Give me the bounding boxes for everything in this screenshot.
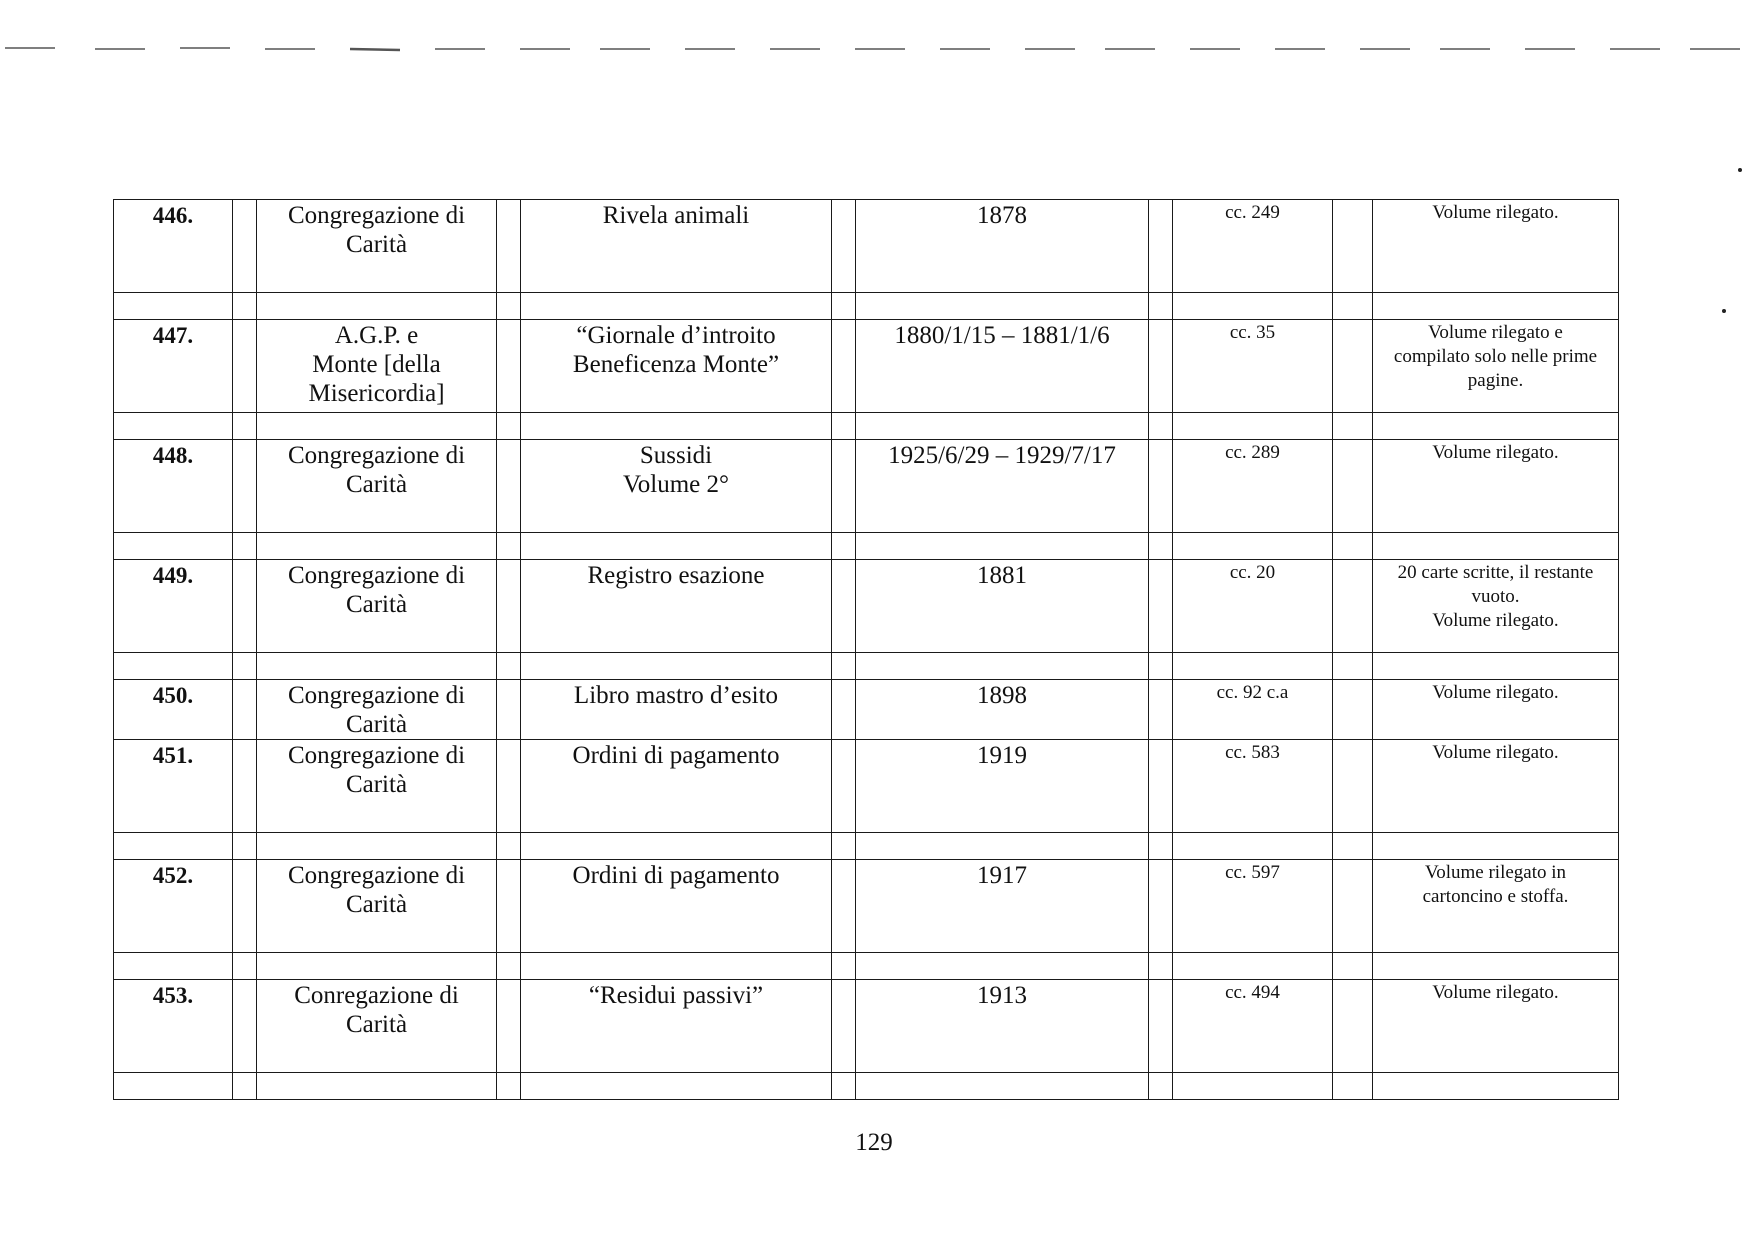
spacer-row (114, 1073, 1619, 1100)
entry-notes: Volume rilegato. (1373, 200, 1619, 293)
entry-extent: cc. 583 (1173, 740, 1333, 833)
gap-cell (832, 680, 856, 740)
entry-dates: 1917 (856, 860, 1149, 953)
gap-cell (497, 680, 521, 740)
gap-cell (233, 440, 257, 533)
gap-cell (832, 980, 856, 1073)
entry-entity: Congregazione di Carità (257, 740, 497, 833)
entry-title: “Residui passivi” (521, 980, 832, 1073)
gap-cell (1333, 980, 1373, 1073)
table-row (114, 740, 1619, 833)
gap-cell (497, 740, 521, 833)
spacer-row (114, 953, 1619, 980)
gap-cell (832, 440, 856, 533)
entry-title: Ordini di pagamento (521, 740, 832, 833)
page-number: 129 (855, 1129, 893, 1156)
entry-dates: 1898 (856, 680, 1149, 740)
entry-title: Libro mastro d’esito (521, 680, 832, 740)
entry-extent: cc. 35 (1173, 320, 1333, 413)
entry-title: Sussidi Volume 2° (521, 440, 832, 533)
entry-notes: Volume rilegato. (1373, 680, 1619, 740)
spacer-row (114, 833, 1619, 860)
entry-number: 453. (114, 980, 233, 1073)
scan-speck (1738, 168, 1742, 172)
entry-entity: Congregazione di Carità (257, 440, 497, 533)
spacer-row (114, 653, 1619, 680)
entry-entity: A.G.P. e Monte [della Misericordia] (257, 320, 497, 413)
entry-notes: Volume rilegato. (1373, 980, 1619, 1073)
entry-dates: 1880/1/15 – 1881/1/6 (856, 320, 1149, 413)
scan-dash-line (0, 40, 1748, 60)
spacer-row (114, 413, 1619, 440)
gap-cell (1149, 860, 1173, 953)
gap-cell (832, 320, 856, 413)
entry-number: 452. (114, 860, 233, 953)
entry-notes: 20 carte scritte, il restante vuoto. Volume rilegato. (1373, 560, 1619, 653)
entry-number: 450. (114, 680, 233, 740)
gap-cell (1333, 860, 1373, 953)
gap-cell (1333, 740, 1373, 833)
gap-cell (497, 860, 521, 953)
scan-speck (1722, 309, 1726, 313)
entry-title: “Giornale d’introito Beneficenza Monte” (521, 320, 832, 413)
gap-cell (832, 200, 856, 293)
spacer-row (114, 533, 1619, 560)
entry-extent: cc. 597 (1173, 860, 1333, 953)
entry-extent: cc. 289 (1173, 440, 1333, 533)
entry-notes: Volume rilegato e compilato solo nelle prime pagine. (1373, 320, 1619, 413)
gap-cell (1149, 320, 1173, 413)
inventory-table (113, 199, 1619, 1100)
gap-cell (1333, 680, 1373, 740)
entry-extent: cc. 249 (1173, 200, 1333, 293)
gap-cell (1149, 980, 1173, 1073)
entry-notes: Volume rilegato. (1373, 440, 1619, 533)
entry-number: 446. (114, 200, 233, 293)
gap-cell (1149, 440, 1173, 533)
entry-extent: cc. 20 (1173, 560, 1333, 653)
table-row (114, 320, 1619, 413)
gap-cell (233, 980, 257, 1073)
gap-cell (233, 680, 257, 740)
entry-dates: 1919 (856, 740, 1149, 833)
gap-cell (1149, 560, 1173, 653)
gap-cell (497, 560, 521, 653)
entry-extent: cc. 92 c.a (1173, 680, 1333, 740)
entry-notes: Volume rilegato in cartoncino e stoffa. (1373, 860, 1619, 953)
table-row (114, 200, 1619, 293)
gap-cell (1149, 740, 1173, 833)
gap-cell (832, 860, 856, 953)
entry-title: Ordini di pagamento (521, 860, 832, 953)
entry-number: 448. (114, 440, 233, 533)
entry-title: Registro esazione (521, 560, 832, 653)
gap-cell (497, 320, 521, 413)
gap-cell (233, 860, 257, 953)
entry-notes: Volume rilegato. (1373, 740, 1619, 833)
entry-number: 447. (114, 320, 233, 413)
gap-cell (233, 560, 257, 653)
entry-dates: 1913 (856, 980, 1149, 1073)
entry-entity: Congregazione di Carità (257, 860, 497, 953)
gap-cell (832, 560, 856, 653)
table-row (114, 440, 1619, 533)
entry-title: Rivela animali (521, 200, 832, 293)
entry-dates: 1878 (856, 200, 1149, 293)
entry-entity: Congregazione di Carità (257, 200, 497, 293)
gap-cell (832, 740, 856, 833)
table-row (114, 680, 1619, 740)
gap-cell (1333, 320, 1373, 413)
gap-cell (1149, 680, 1173, 740)
entry-dates: 1881 (856, 560, 1149, 653)
entry-extent: cc. 494 (1173, 980, 1333, 1073)
entry-dates: 1925/6/29 – 1929/7/17 (856, 440, 1149, 533)
gap-cell (1149, 200, 1173, 293)
gap-cell (233, 320, 257, 413)
table-row (114, 980, 1619, 1073)
table-row (114, 860, 1619, 953)
table-row (114, 560, 1619, 653)
gap-cell (497, 200, 521, 293)
entry-number: 449. (114, 560, 233, 653)
entry-entity: Congregazione di Carità (257, 560, 497, 653)
gap-cell (233, 200, 257, 293)
spacer-row (114, 293, 1619, 320)
gap-cell (497, 980, 521, 1073)
entry-number: 451. (114, 740, 233, 833)
entry-entity: Conregazione di Carità (257, 980, 497, 1073)
gap-cell (233, 740, 257, 833)
gap-cell (1333, 200, 1373, 293)
entry-entity: Congregazione di Carità (257, 680, 497, 740)
gap-cell (497, 440, 521, 533)
gap-cell (1333, 440, 1373, 533)
gap-cell (1333, 560, 1373, 653)
